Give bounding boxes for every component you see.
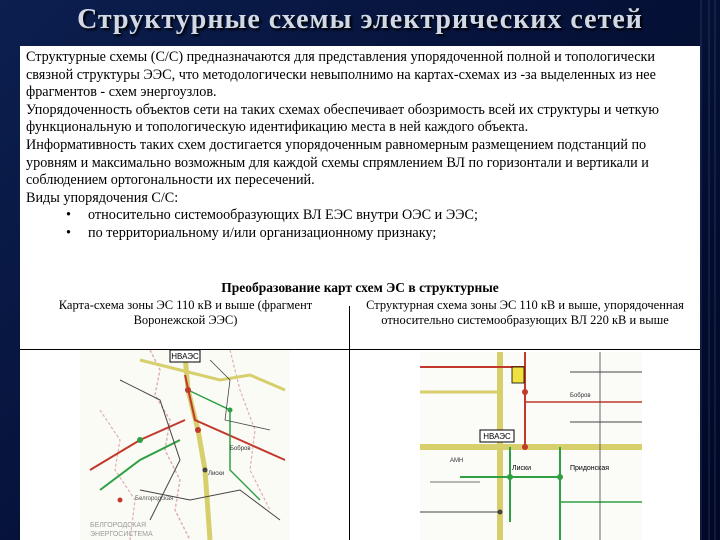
text-panel xyxy=(20,46,700,284)
comparison-title: Преобразование карт схем ЭС в структурные xyxy=(221,280,499,295)
comparison-panel xyxy=(20,280,700,540)
map-label: БЕЛГОРОДСКАЯ xyxy=(90,522,147,529)
map-label: НВАЭС xyxy=(171,352,199,361)
map-label: Бобров xyxy=(570,393,591,399)
slide-title: Структурные схемы электрических сетей xyxy=(77,4,643,35)
paragraph-informativeness: Информативность таких схем достигается упорядоченным равномерным размещением подстанций по уровням и максимально возможным для каждой схемы спрямлением ВЛ по горизонтали и вертикали и соблюдением ортогональности их пересечений. xyxy=(26,136,649,189)
map-label: АМН xyxy=(450,458,464,464)
paragraph-ordering: Упорядоченность объектов сети на таких схемах обеспечивает обозримость всей их структуры и четкую функциональную и топологическую идентификацию места в ней каждого объекта. xyxy=(26,101,659,136)
map-label: ЭНЕРГОСИСТЕМА xyxy=(90,531,153,538)
right-map-caption: Структурная схема зоны ЭС 110 кВ и выше, упорядоченная относительно системообразующих ВЛ 220 кВ и выше xyxy=(366,298,684,327)
geographic-map-schematic xyxy=(80,350,290,540)
list-item: • по территориальному и/или организационному признаку; xyxy=(26,225,694,243)
paragraph-purpose: Структурные схемы (С/С) предназначаются для представления упорядоченной полной и топологически связной структуры ЭЭС, что методологически невыполнимо на картах-схемах из -за выделенных из нее фрагментов - схем энергоузлов. xyxy=(26,49,656,101)
map-label: Белгородская xyxy=(135,496,174,502)
vertical-divider xyxy=(349,306,350,540)
paragraph-types-heading: Виды упорядочения С/С: xyxy=(26,189,179,206)
map-label: Лиски xyxy=(208,471,225,477)
ordering-types-list xyxy=(26,207,694,242)
map-label: НВАЭС xyxy=(483,432,511,441)
map-label: Лиски xyxy=(512,465,531,472)
left-map-caption: Карта-схема зоны ЭС 110 кВ и выше (фрагмент Воронежской ЭЭС) xyxy=(58,298,313,327)
list-item: • относительно системообразующих ВЛ ЕЭС внутри ОЭС и ЭЭС; xyxy=(26,207,694,225)
map-label: Бобров xyxy=(230,446,251,452)
map-label: Придонская xyxy=(570,465,610,472)
structural-schematic xyxy=(420,352,642,540)
